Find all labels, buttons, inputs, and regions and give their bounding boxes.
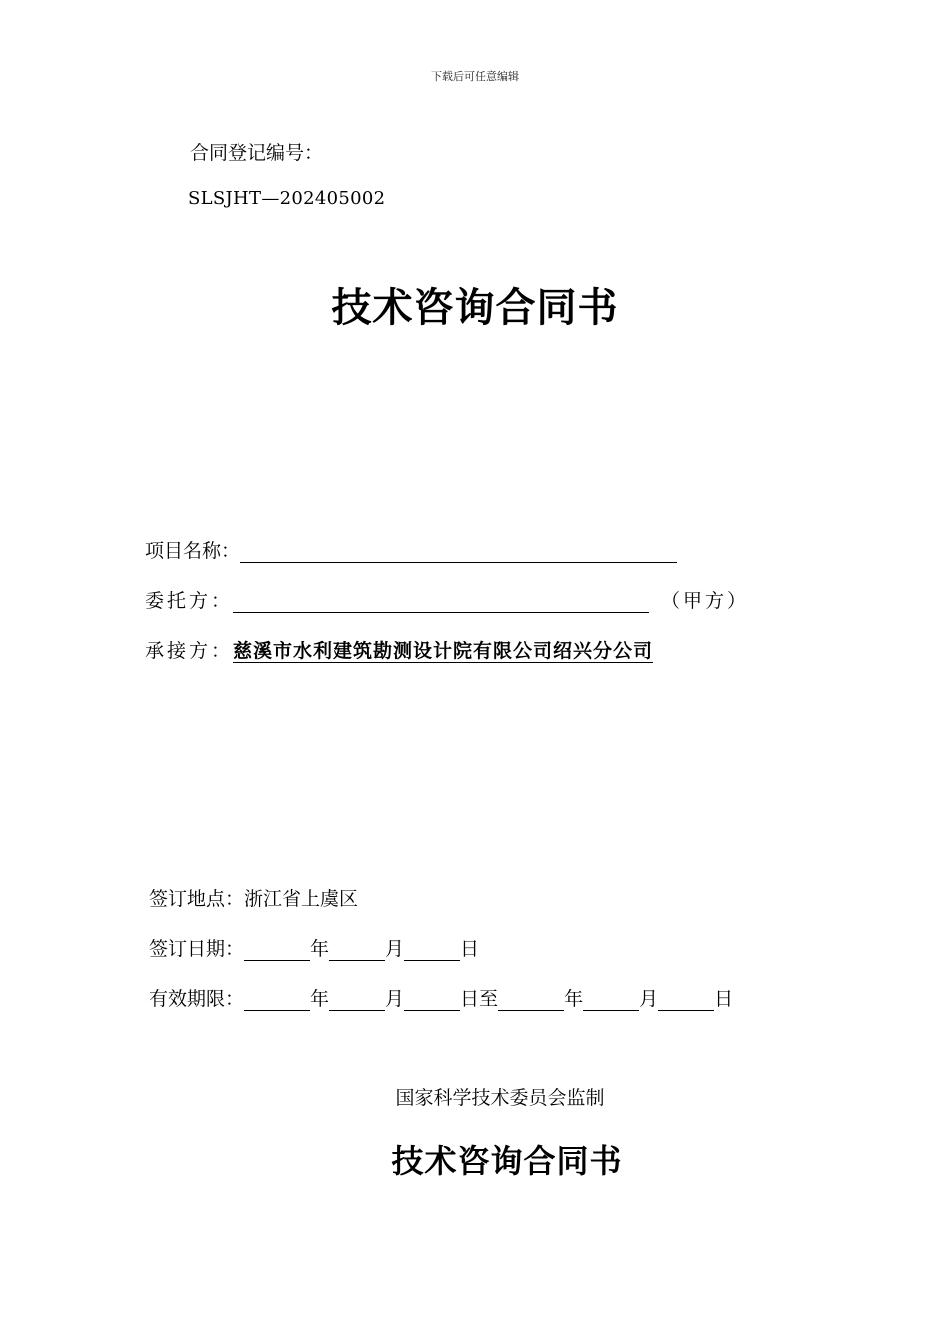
month-unit: 月	[385, 938, 405, 960]
subtitle: 技术咨询合同书	[391, 1142, 623, 1180]
party-a-label: 委托方：	[145, 590, 234, 612]
supervised-by: 国家科学技术委员会监制	[395, 1087, 605, 1109]
signing-place-row	[149, 884, 358, 911]
signing-date-row	[149, 934, 479, 961]
validity-start-day-blank[interactable]	[404, 990, 460, 1011]
validity-label: 有效期限：	[149, 988, 245, 1010]
signing-place-value: 浙江省上虞区	[244, 888, 359, 910]
signing-month-blank[interactable]	[329, 940, 385, 961]
party-a-blank[interactable]	[233, 592, 649, 613]
day-unit: 日	[714, 988, 734, 1010]
day-unit: 日	[460, 938, 480, 960]
month-unit: 月	[639, 988, 659, 1010]
signing-place-label: 签订地点：	[149, 888, 245, 910]
party-b-row	[145, 636, 653, 663]
validity-start-month-blank[interactable]	[329, 990, 385, 1011]
signing-year-blank[interactable]	[244, 940, 310, 961]
validity-end-year-blank[interactable]	[498, 990, 564, 1011]
validity-end-month-blank[interactable]	[583, 990, 639, 1011]
project-name-row	[145, 536, 677, 563]
year-unit: 年	[310, 988, 330, 1010]
project-name-blank[interactable]	[240, 542, 677, 563]
project-name-label: 项目名称：	[145, 540, 241, 562]
validity-end-day-blank[interactable]	[658, 990, 714, 1011]
party-a-row	[145, 586, 749, 613]
year-unit: 年	[564, 988, 584, 1010]
validity-start-year-blank[interactable]	[244, 990, 310, 1011]
party-b-label: 承接方：	[145, 640, 234, 662]
registration-number: SLSJHT—202405002	[188, 188, 386, 209]
signing-day-blank[interactable]	[404, 940, 460, 961]
party-a-suffix: （甲方）	[661, 590, 750, 612]
document-title: 技术咨询合同书	[331, 284, 619, 331]
signing-date-label: 签订日期：	[149, 938, 245, 960]
year-unit: 年	[310, 938, 330, 960]
header-note: 下载后可任意编辑	[431, 70, 519, 83]
month-unit: 月	[385, 988, 405, 1010]
validity-row	[149, 984, 733, 1011]
day-to-unit: 日至	[460, 988, 499, 1010]
party-b-name: 慈溪市水利建筑勘测设计院有限公司绍兴分公司	[233, 640, 654, 662]
registration-label: 合同登记编号：	[190, 142, 324, 164]
